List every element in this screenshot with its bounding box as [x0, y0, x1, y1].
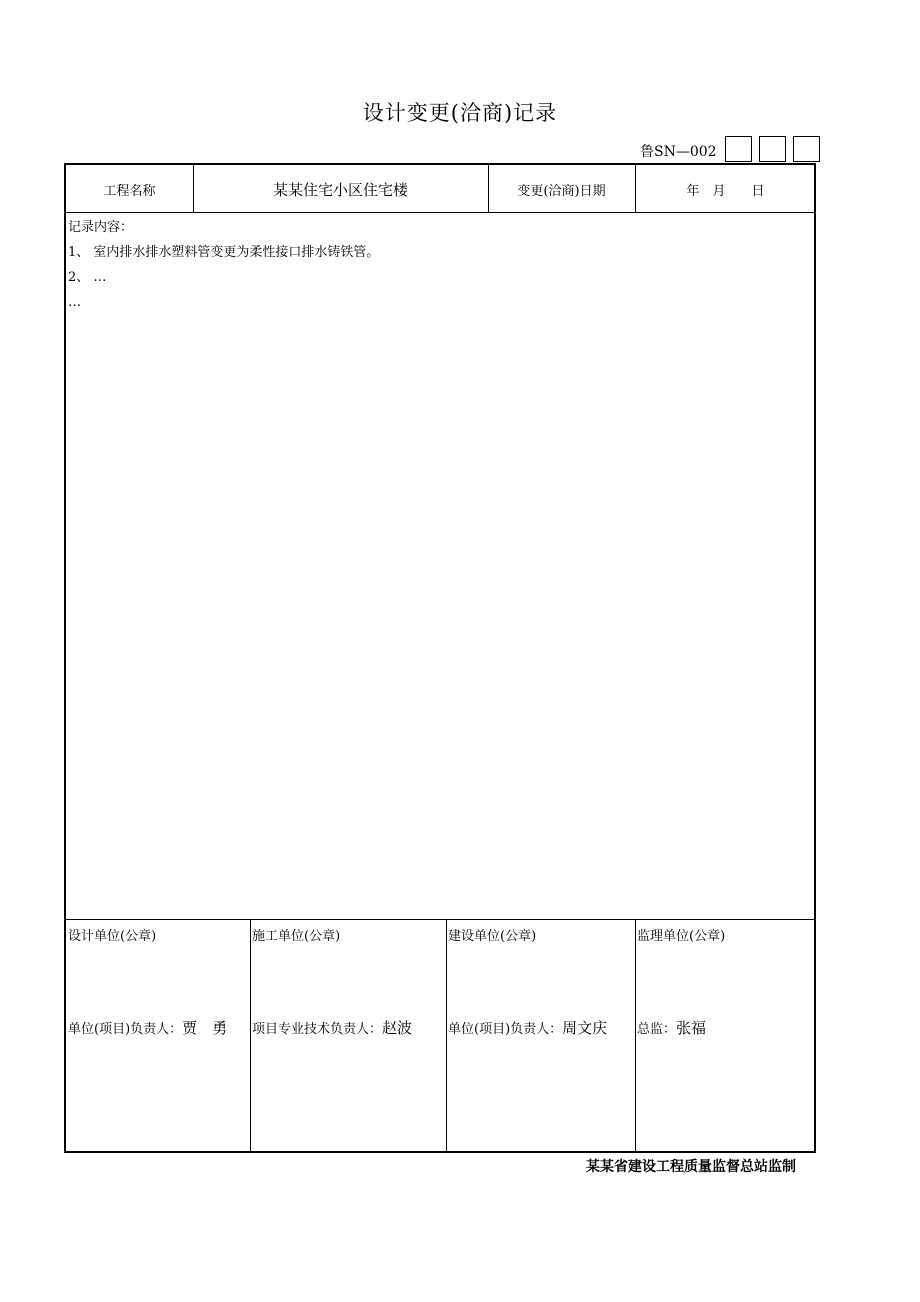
record-line-1: 1、 室内排水排水塑料管变更为柔性接口排水铸铁管。	[68, 245, 380, 260]
signature-col-divider-2	[446, 919, 447, 1153]
construction-unit-label: 施工单位(公章)	[252, 929, 341, 944]
change-date-label: 变更(洽商)日期	[517, 184, 606, 199]
signature-col-divider-3	[635, 919, 636, 1153]
serial-box-2[interactable]	[759, 136, 786, 162]
supervision-unit-signature[interactable]	[637, 1017, 706, 1038]
owner-unit-role: 单位(项目)负责人：	[448, 1022, 563, 1037]
construction-unit-signature[interactable]	[252, 1017, 412, 1038]
project-name-value[interactable]: 某某住宅小区住宅楼	[272, 181, 408, 199]
construction-unit-person: 赵波	[382, 1019, 413, 1037]
construction-unit-role: 项目专业技术负责人：	[252, 1022, 383, 1037]
page-title: 设计变更(洽商)记录	[362, 101, 558, 125]
project-name-label: 工程名称	[103, 184, 156, 199]
header-divider	[66, 212, 814, 213]
record-content[interactable]	[68, 215, 379, 315]
change-date-value[interactable]: 年 月 日	[686, 184, 765, 199]
supervision-unit-person: 张福	[676, 1019, 707, 1037]
design-unit-person: 贾 勇	[182, 1019, 228, 1037]
owner-unit-person: 周文庆	[562, 1019, 608, 1037]
footer-issuer: 某某省建设工程质量监督总站监制	[586, 1159, 796, 1175]
owner-unit-signature[interactable]	[448, 1017, 607, 1038]
design-unit-label: 设计单位(公章)	[68, 929, 157, 944]
form-table	[64, 163, 816, 1153]
supervision-unit-role: 总监：	[637, 1022, 677, 1037]
design-unit-signature[interactable]	[68, 1017, 227, 1038]
record-line-2: 2、 …	[68, 270, 107, 285]
design-unit-role: 单位(项目)负责人：	[68, 1022, 183, 1037]
owner-unit-label: 建设单位(公章)	[448, 929, 537, 944]
record-line-3: …	[68, 295, 81, 310]
form-code: 鲁SN—002	[640, 144, 717, 160]
supervision-unit-label: 监理单位(公章)	[637, 929, 726, 944]
record-label: 记录内容：	[68, 220, 134, 235]
serial-box-3[interactable]	[793, 136, 820, 162]
signature-col-divider-1	[250, 919, 251, 1153]
serial-box-1[interactable]	[725, 136, 752, 162]
signature-divider	[66, 919, 814, 920]
